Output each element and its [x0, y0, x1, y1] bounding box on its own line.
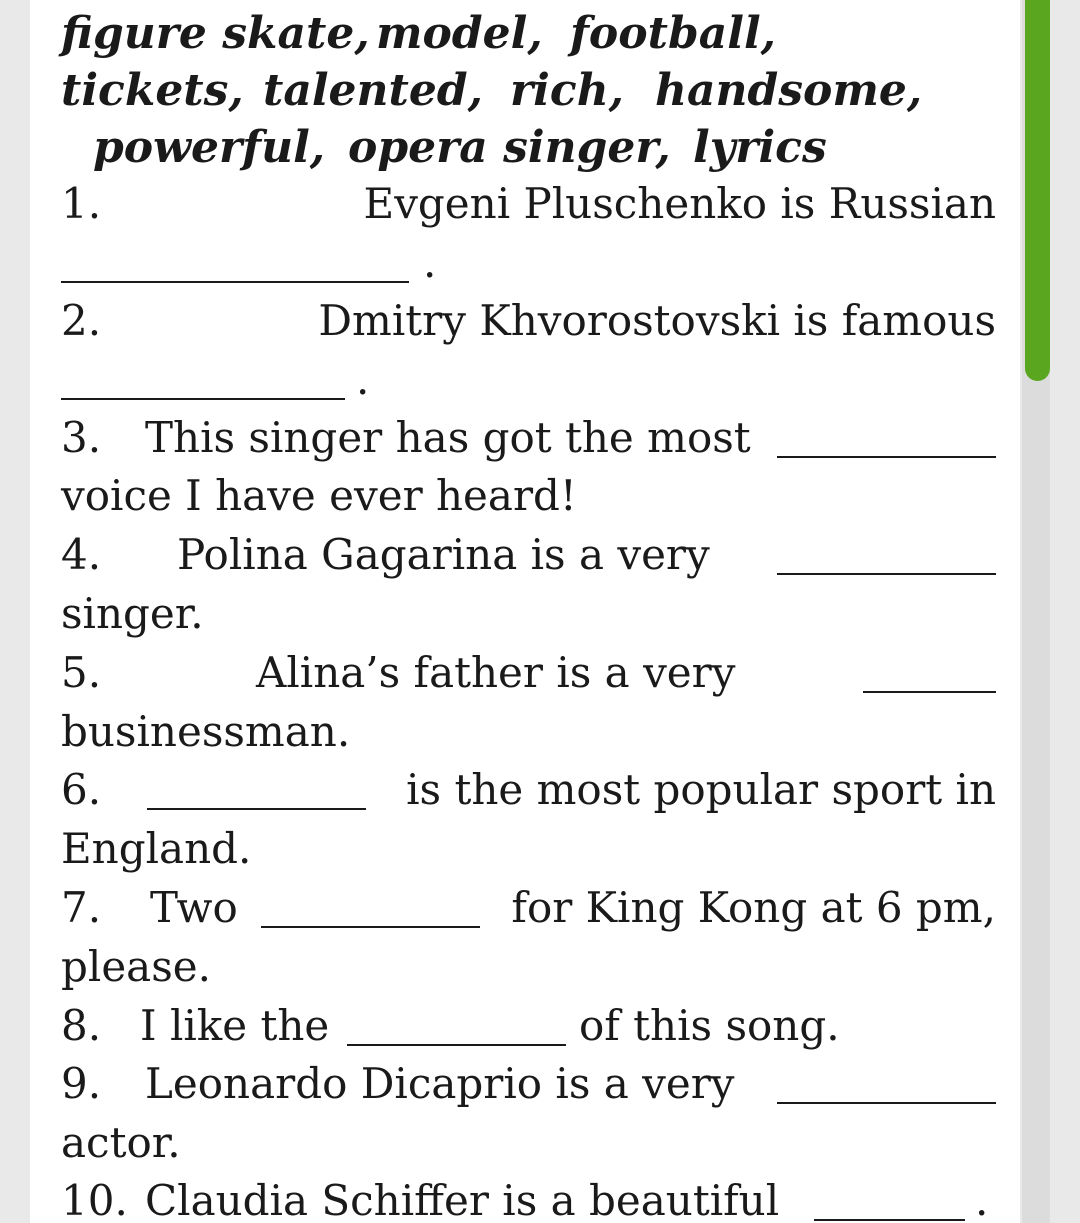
item-text: is the most popular sport in: [406, 765, 996, 814]
item-text: businessman.: [61, 707, 351, 756]
answer-blank[interactable]: [777, 573, 996, 575]
word-bank-word: talented,: [263, 65, 483, 116]
word-bank-word: handsome,: [655, 65, 923, 116]
item-text: for King Kong at 6 pm,: [511, 883, 996, 932]
item-text: Two: [150, 883, 238, 932]
answer-blank[interactable]: [61, 281, 409, 283]
item-text: please.: [61, 942, 211, 991]
exercise-item-3: [61, 409, 996, 467]
answer-blank[interactable]: [261, 926, 480, 928]
exercise-item-1-continued: [61, 234, 996, 292]
worksheet-page: [30, 0, 1020, 1223]
answer-blank[interactable]: [147, 808, 366, 810]
word-bank-word: opera singer,: [348, 122, 671, 173]
word-bank-word: powerful,: [93, 122, 326, 173]
item-number: 4.: [61, 530, 102, 579]
item-text: voice I have ever heard!: [61, 471, 577, 520]
word-bank-word: lyrics: [693, 122, 827, 173]
item-text: Claudia Schiffer is a beautiful: [145, 1176, 780, 1223]
item-text: England.: [61, 824, 252, 873]
exercise-item-2: [61, 292, 996, 350]
item-text: actor.: [61, 1118, 181, 1167]
exercise-item-9-continued: [61, 1114, 996, 1172]
item-text: Leonardo Dicaprio is a very: [145, 1059, 735, 1108]
exercise-item-6-continued: [61, 820, 996, 878]
answer-blank[interactable]: [347, 1044, 566, 1046]
exercise-item-10: [61, 1172, 996, 1223]
item-number: 2.: [61, 296, 102, 345]
exercise-item-3-continued: [61, 467, 996, 525]
item-number: 10.: [61, 1176, 128, 1223]
word-bank-word: figure skate,: [61, 8, 370, 59]
item-number: 7.: [61, 883, 102, 932]
item-text: .: [423, 238, 437, 287]
item-text: This singer has got the most: [145, 413, 751, 462]
answer-blank[interactable]: [863, 691, 996, 693]
exercise-item-4-continued: [61, 585, 996, 643]
item-number: 1.: [61, 179, 102, 228]
word-bank-word: tickets,: [61, 65, 244, 116]
item-text: Evgeni Pluschenko is Russian: [363, 179, 996, 228]
exercise-item-2-continued: [61, 351, 996, 409]
exercise-item-1: [61, 175, 996, 233]
scrollbar-thumb[interactable]: [1025, 0, 1050, 381]
word-bank-word: football,: [570, 8, 776, 59]
answer-blank[interactable]: [814, 1219, 965, 1221]
item-text: Dmitry Khvorostovski is famous: [318, 296, 996, 345]
exercise-item-5-continued: [61, 703, 996, 761]
item-text: of this song.: [579, 1001, 840, 1050]
answer-blank[interactable]: [777, 456, 996, 458]
item-text: I like the: [140, 1001, 330, 1050]
item-number: 6.: [61, 765, 102, 814]
exercise-item-6: [61, 761, 996, 819]
item-text: .: [356, 355, 370, 404]
word-bank-word: model,: [376, 8, 543, 59]
exercise-item-5: [61, 644, 996, 702]
item-number: 8.: [61, 1001, 102, 1050]
exercise-item-8: [61, 997, 996, 1055]
item-number: 5.: [61, 648, 102, 697]
item-text: Polina Gagarina is a very: [177, 530, 710, 579]
exercise-item-7-continued: [61, 938, 996, 996]
exercise-item-9: [61, 1055, 996, 1113]
item-text: .: [975, 1176, 989, 1223]
item-text: Alina’s father is a very: [256, 648, 736, 697]
item-number: 3.: [61, 413, 102, 462]
item-text: singer.: [61, 589, 204, 638]
word-bank-word: rich,: [510, 65, 624, 116]
exercise-item-4: [61, 526, 996, 584]
exercise-item-7: [61, 879, 996, 937]
answer-blank[interactable]: [777, 1102, 996, 1104]
answer-blank[interactable]: [61, 398, 345, 400]
item-number: 9.: [61, 1059, 102, 1108]
